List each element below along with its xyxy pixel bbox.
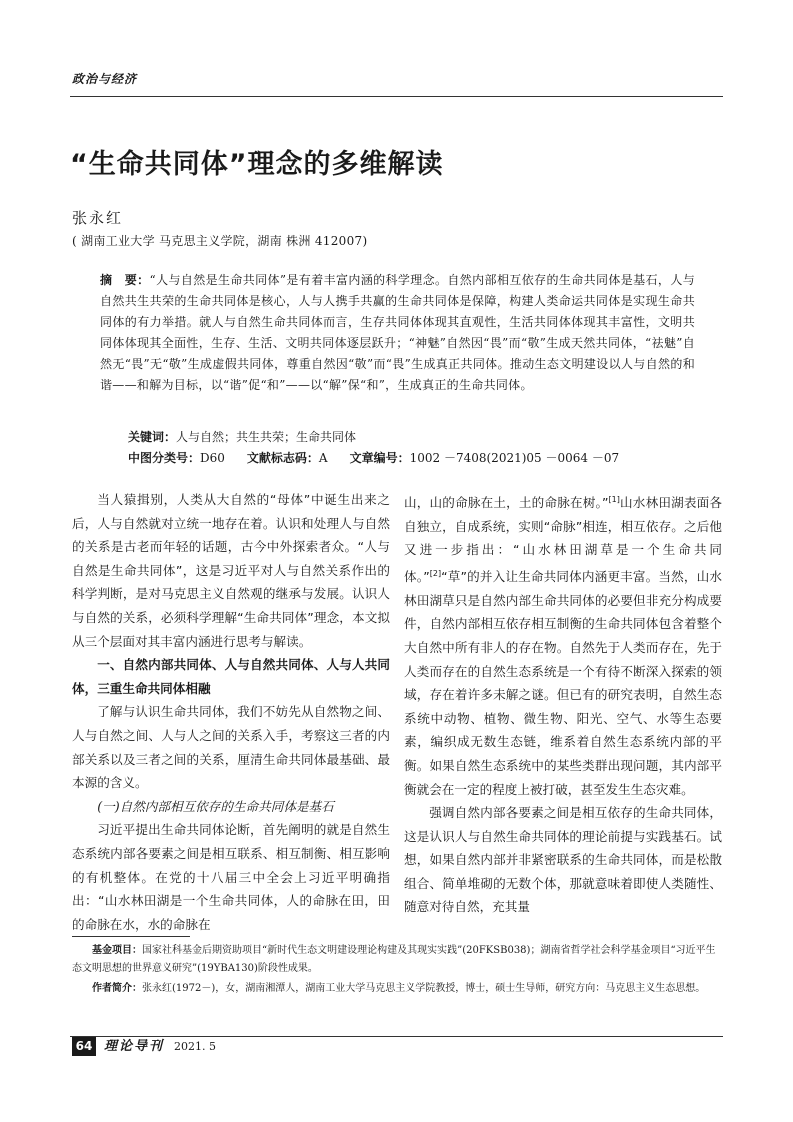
article-title: “生命共同体”理念的多维解读 [70,149,444,180]
body-column-right [404,488,722,919]
citation-ref: [2] [429,568,442,578]
body-column-left [72,488,390,936]
footnotes [72,942,723,1000]
article-number-value: 1002 －7408(2021)05 －0064 －07 [409,451,620,465]
funding-label: 基金项目： [92,945,142,956]
author-bio-note [72,980,723,998]
section-heading: 一、自然内部共同体、人与自然共同体、人与人共同体，三重生命共同体相融 [72,657,390,696]
paragraph-text: 山水林田湖表面各自独立，自成系统，实则“命脉”相连，相互依存。之后他又进一步指出：“山水林田湖草是一个生命共同体。” [404,495,722,585]
abstract [100,270,695,396]
doc-code-value: A [318,451,328,465]
journal-name: 理论导刊 [104,1039,165,1054]
journal-issue: 2021. 5 [174,1040,216,1053]
funding-text: 国家社科基金后期资助项目“新时代生态文明建设理论构建及其现实实践”(20FKSB038)；湖南省哲学社会科学基金项目“习近平生态文明思想的世界意义研究”(19YBA130)阶段性成果。 [72,945,716,974]
footer-rule [70,1036,723,1037]
paragraph-text: “草”的并入让生命共同体内涵更丰富。当然，山水林田湖草只是自然内部生命共同体的必要但非充分构成要件，自然内部相互依存相互制衡的生命共同体包含着整个大自然中所有非人的存在物。自然先于人类而存在，先于人类而存在的自然生态系统是一个有待不断深入探索的领域，存在着许多未解之谜。但已有的研究表明，自然生态系统中动物、植物、微生物、阳光、空气、水等生态要素，编织成无数生态链，维系着自然生态系统内部的平衡。如果自然生态系统中的某些类群出现问题，其内部平衡就会在一定的程度上被打破，甚至发生生态灾难。 [404,569,722,797]
section-label: 政治与经济 [72,72,138,86]
clc-label: 中图分类号： [128,451,201,465]
abstract-text: “人与自然是生命共同体”是有着丰富内涵的科学理念。自然内部相互依存的生命共同体是基石，人与自然共生共荣的生命共同体是核心，人与人携手共赢的生命共同体是保障，构建人类命运共同体是实现生命共同体的有力举措。就人与自然生命共同体而言，生存共同体体现其直观性，生活共同体体现其丰富性，文明共同体体现其全面性，生存、生活、文明共同体逐层跃升；“神魅”自然因“畏”而“敬”生成天然共同体，“祛魅”自然无“畏”无“敬”生成虚假共同体，尊重自然因“敬”而“畏”生成真正共同体。推动生态文明建设以人与自然的和谐——和解为目标，以“谐”促“和”——以“解”保“和”，生成真正的生命共同体。 [100,273,696,392]
footnote-rule [72,936,190,937]
body-paragraph: 习近平提出生命共同体论断，首先阐明的就是自然生态系统内部各要素之间是相互联系、相互制衡、相互影响的有机整体。在党的十八届三中全会上习近平明确指出：“山水林田湖是一个生命共同体，人的命脉在田，田的命脉在水，水的命脉在 [72,822,390,932]
paragraph-text: 山，山的命脉在土，土的命脉在树。” [404,495,609,511]
page-number: 64 [72,1037,96,1056]
keywords [128,428,356,445]
article-number-label: 文章编号： [349,451,410,465]
citation-ref: [1] [608,495,620,504]
body-paragraph: 强调自然内部各要素之间是相互依存的生命共同体，这是认识人与自然生命共同体的理论前提与实践基石。试想，如果自然内部并非紧密联系的生命共同体，而是松散组合、简单堆砌的无数个体，那就意味着即使人类随性、随意对待自然，充其量 [404,805,722,915]
keywords-text: 人与自然；共生共荣；生命共同体 [176,430,357,444]
author-bio-label: 作者简介： [92,983,142,994]
doc-code-label: 文献标志码： [246,451,319,465]
body-paragraph [404,488,722,801]
funding-note [72,942,723,978]
article-author: 张永红 [72,209,124,227]
body-paragraph: 当人猿揖别，人类从大自然的“母体”中诞生出来之后，人与自然就对立统一地存在着。认识和处理人与自然的关系是古老而年轻的话题，古今中外探索者众。“人与自然是生命共同体”，这是习近平对人与自然关系作出的科学判断，是对马克思主义自然观的继承与发展。认识人与自然的关系，必须科学理解“生命共同体”理念，本文拟从三个层面对其丰富内涵进行思考与解读。 [72,492,390,649]
clc-value: D60 [200,451,225,465]
abstract-label: 摘 要： [100,273,150,287]
header-rule [70,96,723,97]
subsection-heading: (一)自然内部相互依存的生命共同体是基石 [97,798,334,814]
classification-line [128,449,619,466]
author-affiliation: ( 湖南工业大学 马克思主义学院，湖南 株洲 412007) [72,234,368,248]
author-bio-text: 张永红(1972－)，女，湖南湘潭人，湖南工业大学马克思主义学院教授，博士，硕士生导师，研究方向：马克思主义生态思想。 [142,983,706,994]
body-paragraph: 了解与认识生命共同体，我们不妨先从自然物之间、人与自然之间、人与人之间的关系入手，考察这三者的内部关系以及三者之间的关系，厘清生命共同体最基础、最本源的含义。 [72,704,390,791]
keywords-label: 关键词： [128,430,177,444]
